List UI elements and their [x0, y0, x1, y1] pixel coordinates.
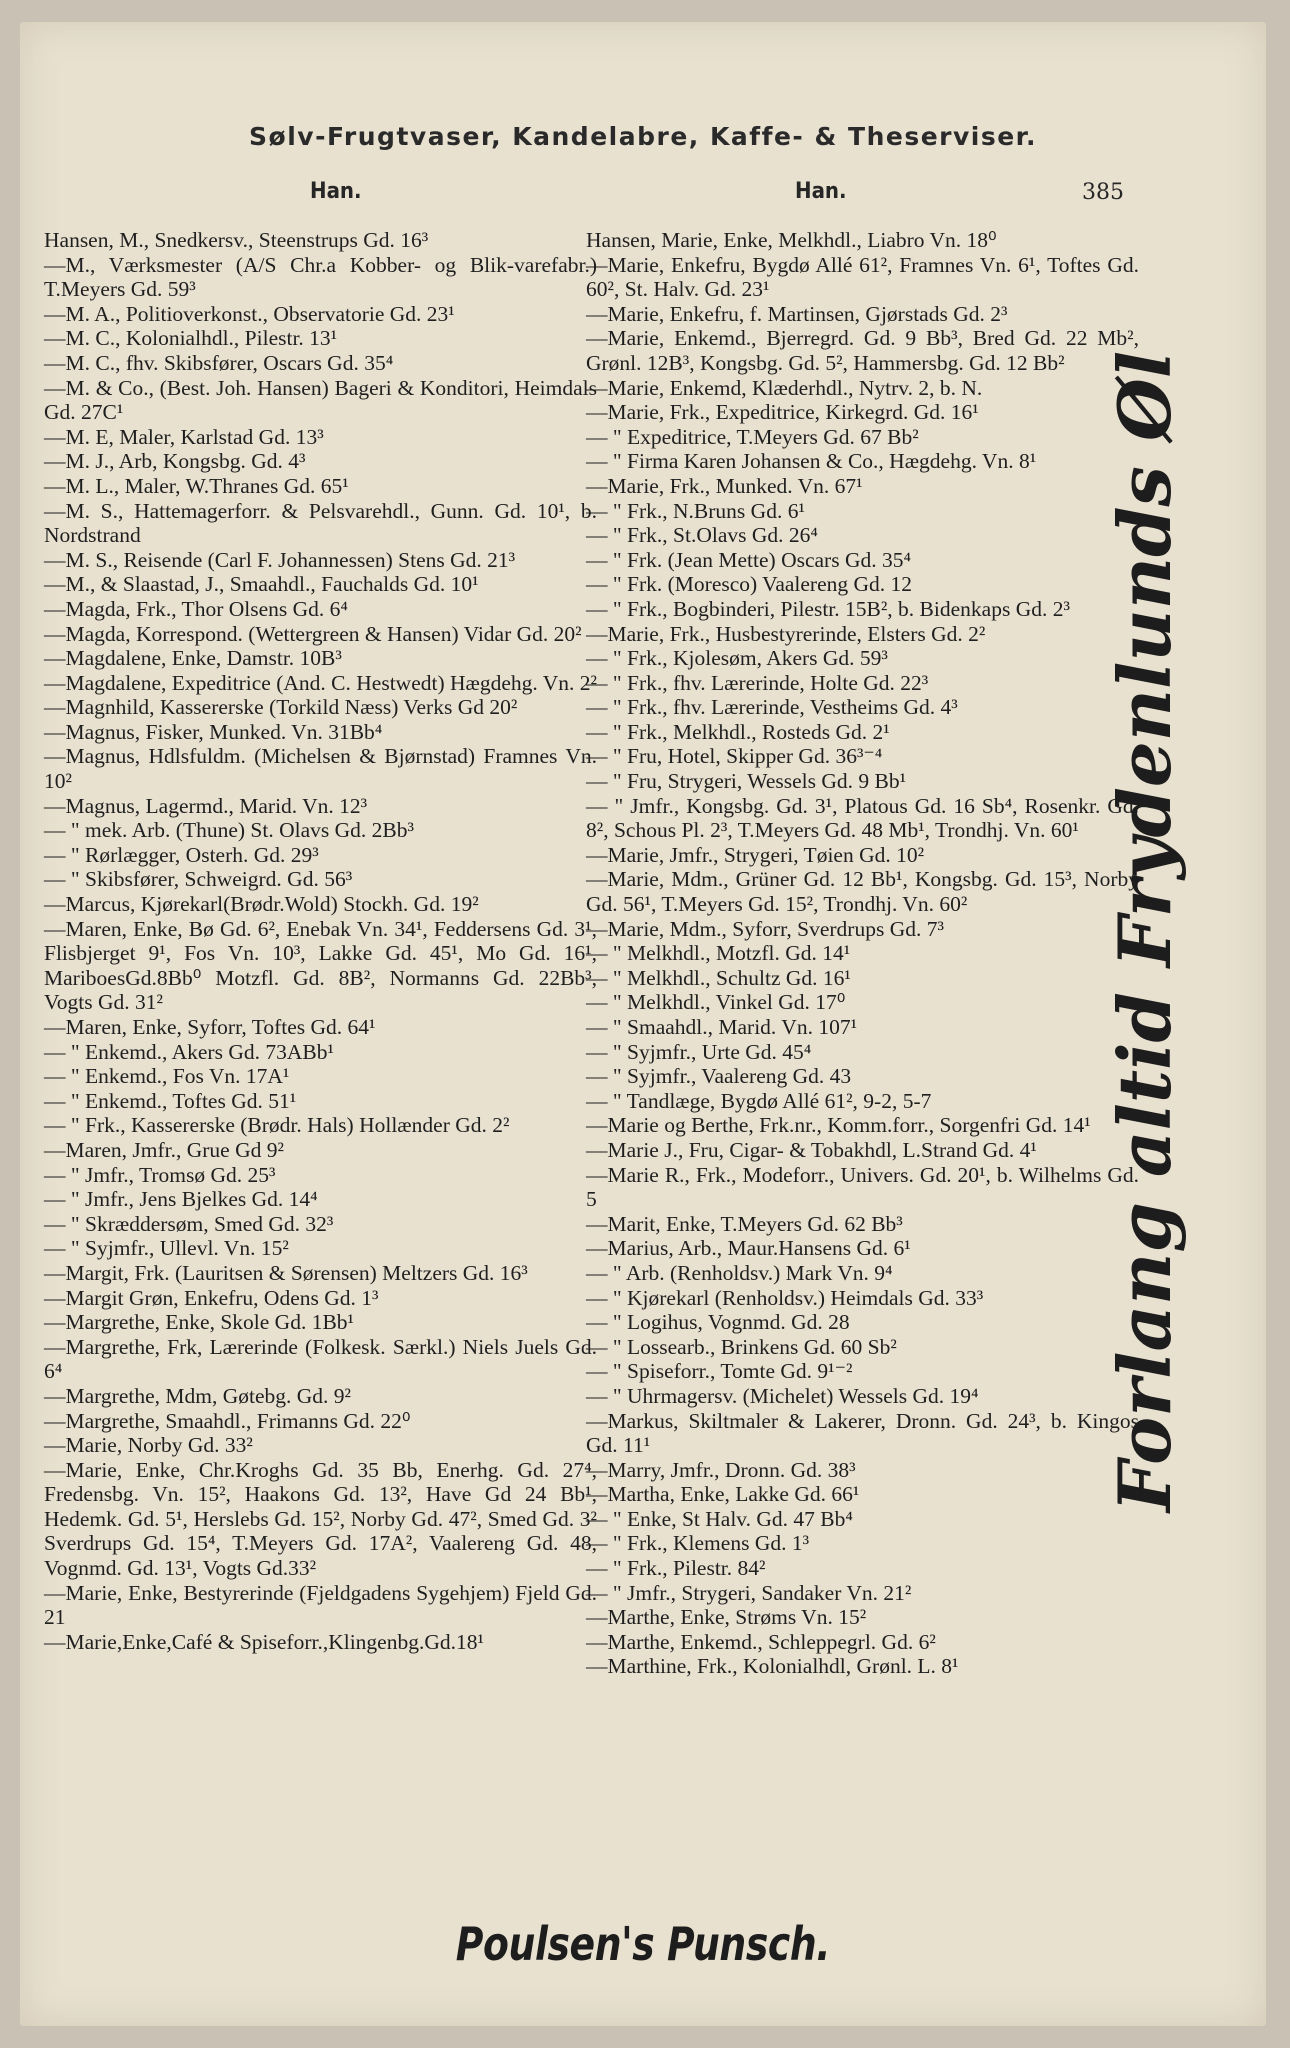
directory-entry: —Marie R., Frk., Modeforr., Univers. Gd. 20¹, b. Wilhelms Gd. 5 — [586, 1162, 1139, 1212]
directory-entry: —M., & Slaastad, J., Smaahdl., Fauchalds Gd. 10¹ — [44, 572, 479, 597]
directory-entry: —Magda, Korrespond. (Wettergreen & Hansen) Vidar Gd. 20² — [44, 621, 582, 646]
directory-entry: —Marthe, Enkemd., Schleppegrl. Gd. 6² — [586, 1629, 936, 1654]
directory-entry: —Marius, Arb., Maur.Hansens Gd. 6¹ — [586, 1236, 911, 1261]
directory-entry: —Marcus, Kjørekarl(Brødr.Wold) Stockh. Gd. 19² — [44, 892, 479, 917]
directory-entry: — " Rørlægger, Osterh. Gd. 29³ — [44, 842, 319, 867]
directory-entry: —Marie J., Fru, Cigar- & Tobakhdl, L.Strand Gd. 4¹ — [586, 1137, 1037, 1162]
directory-entry: — " Syjmfr., Vaalereng Gd. 43 — [586, 1064, 852, 1089]
top-advertisement: Sølv-Frugtvaser, Kandelabre, Kaffe- & Theserviser. — [249, 122, 1037, 151]
side-advertisement: Forlang altid Frydenlunds Øl — [1102, 350, 1187, 1512]
directory-entry: —Marie, Frk., Husbestyrerinde, Elsters Gd. 2² — [586, 621, 986, 646]
directory-entry: —Margrethe, Smaahdl., Frimanns Gd. 22⁰ — [44, 1408, 411, 1433]
directory-entry: —Marie, Enkefru, Bygdø Allé 61², Framnes Vn. 6¹, Toftes Gd. 60², St. Halv. Gd. 23¹ — [586, 252, 1139, 302]
directory-entry: —Marie, Enkemd., Bjerregrd. Gd. 9 Bb³, Bred Gd. 22 Mb², Grønl. 12B³, Kongsbg. Gd. 5², Hammersbg. Gd. 12 Bb² — [586, 326, 1139, 375]
directory-entry: —Marie, Enke, Bestyrerinde (Fjeldgadens Sygehjem) Fjeld Gd. 21 — [44, 1580, 597, 1630]
directory-entry: — " Jmfr., Tromsø Gd. 25³ — [44, 1162, 276, 1187]
directory-entry: — " Frk., N.Bruns Gd. 6¹ — [586, 498, 805, 523]
directory-entry: —Magnus, Fisker, Munked. Vn. 31Bb⁴ — [44, 719, 383, 744]
directory-entry: —Markus, Skiltmaler & Lakerer, Dronn. Gd. 24³, b. Kingos Gd. 11¹ — [586, 1408, 1139, 1458]
directory-entry: —Magnus, Hdlsfuldm. (Michelsen & Bjørnstad) Framnes Vn. 10² — [44, 744, 597, 794]
directory-entry: —M. S., Reisende (Carl F. Johannessen) Stens Gd. 21³ — [44, 547, 516, 572]
directory-entry: — " Kjørekarl (Renholdsv.) Heimdals Gd. 33³ — [586, 1285, 984, 1310]
directory-entry: —Magdalene, Enke, Damstr. 10B³ — [44, 646, 342, 671]
directory-entry: —Margit Grøn, Enkefru, Odens Gd. 1³ — [44, 1285, 379, 1310]
directory-entry: — " Frk., Kjolesøm, Akers Gd. 59³ — [586, 646, 888, 671]
directory-entry: — " mek. Arb. (Thune) St. Olavs Gd. 2Bb³ — [44, 818, 414, 843]
directory-entry: —Martha, Enke, Lakke Gd. 66¹ — [586, 1482, 860, 1507]
right-column — [586, 228, 1139, 1679]
directory-entry: —Maren, Enke, Bø Gd. 6², Enebak Vn. 34¹, Feddersens Gd. 3¹, Flisbjerget 9¹, Fos Vn. 10³, Lakke Gd. 45¹, Mo Gd. 16¹, MariboesGd.8Bb⁰ Motzfl. Gd. 8B², Normanns Gd. 22Bb³, Vogts Gd. 31² — [44, 916, 597, 1015]
directory-entry: —Margrethe, Mdm, Gøtebg. Gd. 9² — [44, 1383, 352, 1408]
left-guide-word: Han. — [310, 179, 362, 204]
directory-entry: —Marie, Frk., Munked. Vn. 67¹ — [586, 473, 863, 498]
directory-entry: —M. C., fhv. Skibsfører, Oscars Gd. 35⁴ — [44, 350, 394, 375]
directory-entry: —Magnhild, Kassererske (Torkild Næss) Verks Gd 20² — [44, 695, 518, 720]
directory-entry: — " Arb. (Renholdsv.) Mark Vn. 9⁴ — [586, 1260, 893, 1285]
directory-entry: — " Expeditrice, T.Meyers Gd. 67 Bb² — [586, 424, 919, 449]
directory-entry: —Marthe, Enke, Strøms Vn. 15² — [586, 1605, 867, 1630]
directory-entry: — " Fru, Strygeri, Wessels Gd. 9 Bb¹ — [586, 769, 907, 794]
directory-entry: —Marie, Enke, Chr.Kroghs Gd. 35 Bb, Enerhg. Gd. 27⁴, Fredensbg. Vn. 15², Haakons Gd. 13², Have Gd 24 Bb¹, Hedemk. Gd. 5¹, Herslebs Gd. 15², Norby Gd. 47², Smed Gd. 3² Sverdrups Gd. 15⁴, T.Meyers Gd. 17A², Vaalereng Gd. 48, Vognmd. Gd. 13¹, Vogts Gd.33² — [44, 1457, 597, 1581]
left-column — [44, 228, 597, 1654]
directory-entry: — " Tandlæge, Bygdø Allé 61², 9-2, 5-7 — [586, 1088, 932, 1113]
directory-entry: —Magnus, Lagermd., Marid. Vn. 12³ — [44, 793, 368, 818]
directory-entry: —M. A., Politioverkonst., Observatorie Gd. 23¹ — [44, 301, 455, 326]
directory-entry: — " Frk., fhv. Lærerinde, Vestheims Gd. 4³ — [586, 695, 958, 720]
directory-entry: —Maren, Jmfr., Grue Gd 9² — [44, 1137, 284, 1162]
directory-entry: — " Firma Karen Johansen & Co., Hægdehg. Vn. 8¹ — [586, 449, 1037, 474]
directory-entry: —Marry, Jmfr., Dronn. Gd. 38³ — [586, 1457, 856, 1482]
directory-entry: —Marie, Mdm., Grüner Gd. 12 Bb¹, Kongsbg. Gd. 15³, Norby Gd. 56¹, T.Meyers Gd. 15², Trondhj. Vn. 60² — [586, 867, 1139, 917]
directory-entry: —Margit, Frk. (Lauritsen & Sørensen) Meltzers Gd. 16³ — [44, 1260, 528, 1285]
directory-entry: — " Melkhdl., Vinkel Gd. 17⁰ — [586, 990, 846, 1015]
directory-entry: — " Lossearb., Brinkens Gd. 60 Sb² — [586, 1334, 897, 1359]
directory-entry: —M. C., Kolonialhdl., Pilestr. 13¹ — [44, 326, 338, 351]
directory-entry: — " Skibsfører, Schweigrd. Gd. 56³ — [44, 867, 353, 892]
directory-entry: —Margrethe, Enke, Skole Gd. 1Bb¹ — [44, 1310, 354, 1335]
right-guide-word: Han. — [795, 179, 847, 204]
directory-entry: — " Syjmfr., Urte Gd. 45⁴ — [586, 1039, 812, 1064]
directory-entry: — " Frk., St.Olavs Gd. 26⁴ — [586, 523, 818, 548]
directory-entry: — " Enkemd., Toftes Gd. 51¹ — [44, 1088, 297, 1113]
directory-page — [20, 22, 1266, 2026]
directory-entry: —Maren, Enke, Syforr, Toftes Gd. 64¹ — [44, 1015, 376, 1039]
directory-entry: — " Jmfr., Kongsbg. Gd. 3¹, Platous Gd. 16 Sb⁴, Rosenkr. Gd. 8², Schous Pl. 2³, T.Meyers Gd. 48 Mb¹, Trondhj. Vn. 60¹ — [586, 793, 1139, 843]
directory-entry: —M. L., Maler, W.Thranes Gd. 65¹ — [44, 473, 349, 498]
directory-entry: —M. E, Maler, Karlstad Gd. 13³ — [44, 424, 324, 449]
directory-entry: —Marie og Berthe, Frk.nr., Komm.forr., Sorgenfri Gd. 14¹ — [586, 1113, 1091, 1138]
directory-entry: — " Frk., Klemens Gd. 1³ — [586, 1531, 810, 1556]
directory-entry: —Marie, Norby Gd. 33² — [44, 1433, 253, 1458]
directory-entry: —Marie, Enkefru, f. Martinsen, Gjørstads Gd. 2³ — [586, 301, 1008, 326]
directory-entry: —M. J., Arb, Kongsbg. Gd. 4³ — [44, 449, 306, 474]
directory-entry: —M., Værksmester (A/S Chr.a Kobber- og Blik-varefabr.) T.Meyers Gd. 59³ — [44, 252, 597, 302]
directory-entry: — " Frk. (Jean Mette) Oscars Gd. 35⁴ — [586, 547, 911, 572]
directory-entry: —Marit, Enke, T.Meyers Gd. 62 Bb³ — [586, 1211, 903, 1236]
directory-entry: — " Frk., Kassererske (Brødr. Hals) Hollænder Gd. 2² — [44, 1113, 510, 1138]
directory-entry: —Marie, Mdm., Syforr, Sverdrups Gd. 7³ — [586, 916, 944, 941]
directory-entry: — " Melkhdl., Schultz Gd. 16¹ — [586, 965, 851, 990]
directory-entry: —Marie,Enke,Café & Spiseforr.,Klingenbg.Gd.18¹ — [44, 1629, 484, 1654]
directory-entry: —Marie, Jmfr., Strygeri, Tøien Gd. 10² — [586, 842, 925, 867]
directory-entry: — " Frk., Melkhdl., Rosteds Gd. 2¹ — [586, 719, 890, 744]
directory-entry: — " Frk., Pilestr. 84² — [586, 1556, 766, 1581]
directory-entry: — " Enkemd., Akers Gd. 73ABb¹ — [44, 1039, 334, 1064]
directory-entry: — " Enkemd., Fos Vn. 17A¹ — [44, 1064, 290, 1089]
directory-entry: — " Enke, St Halv. Gd. 47 Bb⁴ — [586, 1506, 853, 1531]
directory-entry: —Marie, Frk., Expeditrice, Kirkegrd. Gd. 16¹ — [586, 400, 979, 425]
directory-entry: —Magdalene, Expeditrice (And. C. Hestwedt) Hægdehg. Vn. 2² — [44, 670, 597, 695]
directory-entry: —Margrethe, Frk, Lærerinde (Folkesk. Særkl.) Niels Juels Gd. 6⁴ — [44, 1334, 597, 1384]
directory-entry: — " Syjmfr., Ullevl. Vn. 15² — [44, 1236, 289, 1261]
directory-entry: —Marthine, Frk., Kolonialhdl, Grønl. L. 8¹ — [586, 1654, 959, 1679]
directory-entry: —Marie, Enkemd, Klæderhdl., Nytrv. 2, b. N. — [586, 375, 983, 400]
directory-entry: — " Frk. (Moresco) Vaalereng Gd. 12 — [586, 572, 913, 597]
directory-entry: —Magda, Frk., Thor Olsens Gd. 6⁴ — [44, 596, 348, 621]
directory-entry: — " Frk., fhv. Lærerinde, Holte Gd. 22³ — [586, 670, 929, 695]
directory-entry: — " Jmfr., Strygeri, Sandaker Vn. 21² — [586, 1580, 912, 1605]
page-number: 385 — [1082, 180, 1124, 205]
directory-entry: Hansen, M., Snedkersv., Steenstrups Gd. 16³ — [44, 228, 429, 252]
directory-entry: Hansen, Marie, Enke, Melkhdl., Liabro Vn. 18⁰ — [586, 228, 997, 252]
directory-entry: — " Fru, Hotel, Skipper Gd. 36³⁻⁴ — [586, 744, 883, 769]
directory-entry: — " Smaahdl., Marid. Vn. 107¹ — [586, 1015, 858, 1039]
directory-entry: — " Jmfr., Jens Bjelkes Gd. 14⁴ — [44, 1187, 318, 1212]
directory-entry: — " Uhrmagersv. (Michelet) Wessels Gd. 19⁴ — [586, 1383, 979, 1408]
directory-entry: — " Logihus, Vognmd. Gd. 28 — [586, 1310, 850, 1335]
directory-entry: — " Skræddersøm, Smed Gd. 32³ — [44, 1211, 334, 1236]
directory-entry: — " Melkhdl., Motzfl. Gd. 14¹ — [586, 941, 851, 966]
directory-entry: — " Frk., Bogbinderi, Pilestr. 15B², b. Bidenkaps Gd. 2³ — [586, 596, 1070, 621]
directory-entry: —M. & Co., (Best. Joh. Hansen) Bageri & Konditori, Heimdals Gd. 27C¹ — [44, 375, 597, 425]
directory-entry: — " Spiseforr., Tomte Gd. 9¹⁻² — [586, 1359, 853, 1384]
bottom-advertisement: Poulsen's Punsch. — [455, 1917, 831, 1971]
directory-entry: —M. S., Hattemagerforr. & Pelsvarehdl., Gunn. Gd. 10¹, b. Nordstrand — [44, 498, 597, 548]
